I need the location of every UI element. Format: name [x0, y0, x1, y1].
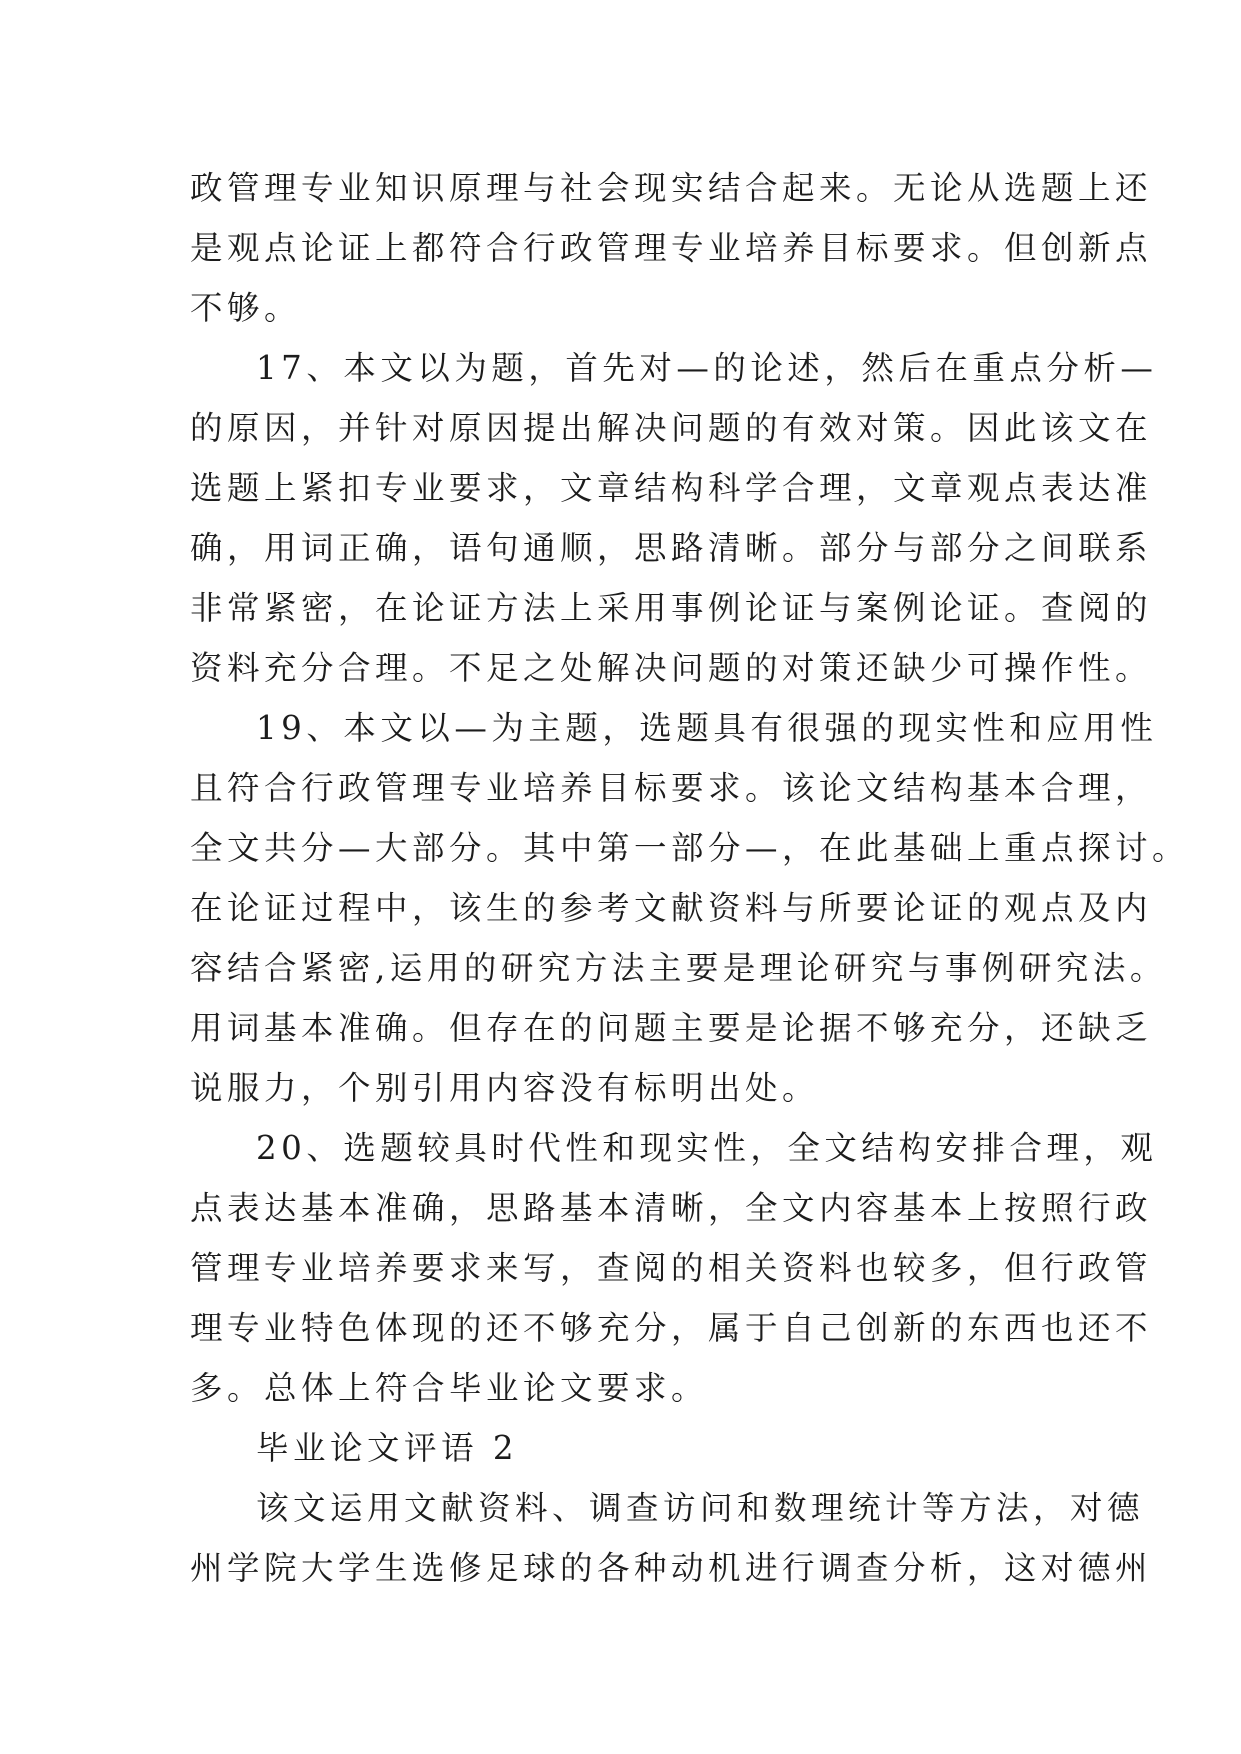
section-heading: 毕业论文评语 2	[256, 1429, 519, 1467]
text-line: 不够。	[190, 289, 302, 327]
text-line: 非常紧密，在论证方法上采用事例论证与案例论证。查阅的	[190, 589, 1153, 627]
text-line: 点表达基本准确，思路基本清晰，全文内容基本上按照行政	[190, 1189, 1153, 1227]
text-line: 是观点论证上都符合行政管理专业培养目标要求。但创新点	[190, 229, 1153, 267]
text-line: 全文共分—大部分。其中第一部分—，在此基础上重点探讨。	[190, 829, 1190, 867]
text-line: 资料充分合理。不足之处解决问题的对策还缺少可操作性。	[190, 649, 1153, 687]
text-line: 容结合紧密,运用的研究方法主要是理论研究与事例研究法。	[190, 949, 1167, 987]
text-line: 的原因，并针对原因提出解决问题的有效对策。因此该文在	[190, 409, 1153, 447]
paragraph-start-line: 该文运用文献资料、调查访问和数理统计等方法，对德	[256, 1489, 1145, 1527]
text-line: 选题上紧扣专业要求，文章结构科学合理，文章观点表达准	[190, 469, 1153, 507]
text-line: 在论证过程中，该生的参考文献资料与所要论证的观点及内	[190, 889, 1153, 927]
paragraph-start-line: 17、本文以为题，首先对—的论述，然后在重点分析—	[256, 349, 1158, 387]
paragraph-start-line: 19、本文以—为主题，选题具有很强的现实性和应用性	[256, 709, 1158, 747]
text-line: 确，用词正确，语句通顺，思路清晰。部分与部分之间联系	[190, 529, 1153, 567]
text-line: 政管理专业知识原理与社会现实结合起来。无论从选题上还	[190, 169, 1153, 207]
text-line: 多。总体上符合毕业论文要求。	[190, 1369, 709, 1407]
text-line: 州学院大学生选修足球的各种动机进行调查分析，这对德州	[190, 1549, 1153, 1587]
document-body	[190, 158, 1190, 1598]
text-line: 说服力，个别引用内容没有标明出处。	[190, 1069, 820, 1107]
text-line: 且符合行政管理专业培养目标要求。该论文结构基本合理，	[190, 769, 1153, 807]
text-line: 用词基本准确。但存在的问题主要是论据不够充分，还缺乏	[190, 1009, 1153, 1047]
text-line: 理专业特色体现的还不够充分，属于自己创新的东西也还不	[190, 1309, 1153, 1347]
text-line: 管理专业培养要求来写，查阅的相关资料也较多，但行政管	[190, 1249, 1153, 1287]
paragraph-start-line: 20、选题较具时代性和现实性，全文结构安排合理，观	[256, 1129, 1158, 1167]
